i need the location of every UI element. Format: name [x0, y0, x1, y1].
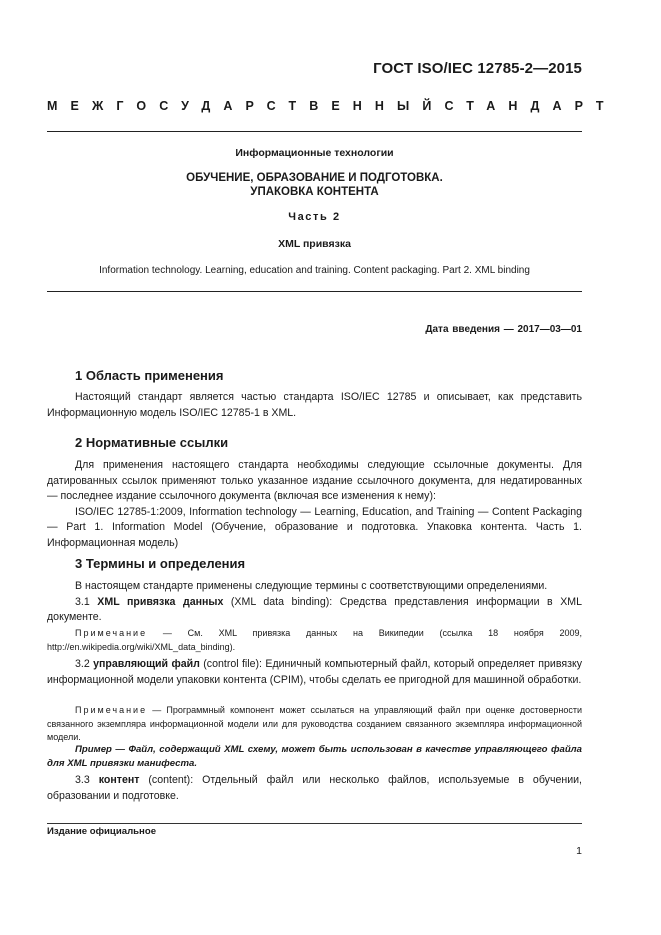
term-3-2 — [47, 657, 582, 688]
note-1 — [47, 627, 582, 654]
main-title-line2: УПАКОВКА КОНТЕНТА — [250, 186, 379, 198]
section-1-heading: 1 Область применения — [75, 368, 224, 383]
note-2 — [47, 704, 582, 745]
part-title: Часть 2 — [288, 211, 341, 223]
term-3-2-term: управляющий файл — [93, 658, 200, 670]
term-3-3-number: 3.3 — [75, 774, 99, 786]
term-3-2-definition: (control file): Единичный компьютерный файл, который определяет привязку информационной модели упаковки контента (CPIM), чтобы сделать ее пригодной для машинной обработки. — [47, 658, 582, 686]
standard-word: СТАНДАРТ — [444, 99, 617, 113]
section-3-heading: 3 Термины и определения — [75, 556, 246, 571]
interstate-word: МЕЖГОСУДАРСТВЕННЫЙ — [47, 99, 445, 113]
note-1-label: Примечание — [75, 628, 148, 638]
title-rule — [47, 291, 582, 292]
english-title: Information technology. Learning, education and training. Content packaging. Part 2. XML binding — [99, 265, 530, 276]
subtitle: XML привязка — [278, 238, 351, 250]
standard-id: ГОСТ ISO/IEC 12785-2—2015 — [373, 60, 582, 77]
term-3-3-term: контент — [98, 774, 140, 786]
footer-rule — [47, 823, 582, 824]
topic-title: Информационные технологии — [235, 147, 394, 159]
term-3-1 — [47, 595, 582, 626]
term-3-2-number: 3.2 — [75, 658, 94, 670]
section-1-paragraph: Настоящий стандарт является частью стандарта ISO/IEC 12785 и описывает, как представить Информационную модель ISO/IEC 12785-1 в XML. — [47, 391, 582, 419]
effective-date — [425, 324, 582, 335]
page-number: 1 — [576, 845, 582, 857]
section-2-paragraph-2: ISO/IEC 12785-1:2009, Information technology — Learning, Education, and Training — Content Packaging — Part 1. Information Model (Обучение, образование и подготовка. Упаковка контента. Часть 1. Информационная модель) — [47, 505, 582, 549]
header-rule — [47, 131, 582, 132]
example-text: Пример — Файл, содержащий XML схему, может быть использован в качестве управляющего файла для XML привязки манифеста. — [47, 744, 582, 769]
term-3-3-block — [47, 773, 582, 804]
interstate-standard-banner — [47, 99, 617, 113]
term-3-2-block — [47, 657, 582, 688]
main-title-line1: ОБУЧЕНИЕ, ОБРАЗОВАНИЕ И ПОДГОТОВКА. — [186, 172, 443, 184]
example — [47, 743, 582, 770]
section-2-heading: 2 Нормативные ссылки — [75, 435, 229, 450]
effective-date-value: 2017—03—01 — [517, 324, 582, 335]
section-3-intro: В настоящем стандарте применены следующие термины с соответствующими определениями. — [75, 580, 548, 592]
section-2-body — [47, 458, 582, 551]
term-3-1-definition: (XML data binding): Средства представления информации в XML документе. — [47, 595, 583, 623]
section-2-paragraph-1: Для применения настоящего стандарта необходимы следующие ссылочные документы. Для датированных ссылок применяют только указанное издание ссылочного документа, для недатированных — последнее издание ссылочного документа (включая все изменения к нему): — [47, 459, 582, 502]
section-3-body — [47, 579, 582, 626]
term-3-1-term: XML привязка данных — [97, 595, 224, 608]
official-edition-label: Издание официальное — [47, 826, 157, 837]
term-3-1-number: 3.1 — [75, 595, 98, 608]
note-2-label: Примечание — [75, 705, 148, 715]
term-3-3 — [47, 773, 582, 804]
section-1-body — [47, 390, 582, 421]
note-2-text: — Программный компонент может ссылаться на управляющий файл при оценке достоверности связанного экземпляра информационной модели или для руководства созданием связанного экземпляра информационной модели. — [47, 705, 582, 742]
effective-date-label: Дата введения — — [425, 324, 518, 335]
term-3-3-definition: (content): Отдельный файл или несколько файлов, используемые в обучении, образовании и подготовке. — [47, 774, 582, 802]
note-1-text: — См. XML привязка данных на Википедии (ссылка 18 ноября 2009, http://en.wikipedia.org/wiki/XML_data_binding). — [47, 628, 582, 652]
